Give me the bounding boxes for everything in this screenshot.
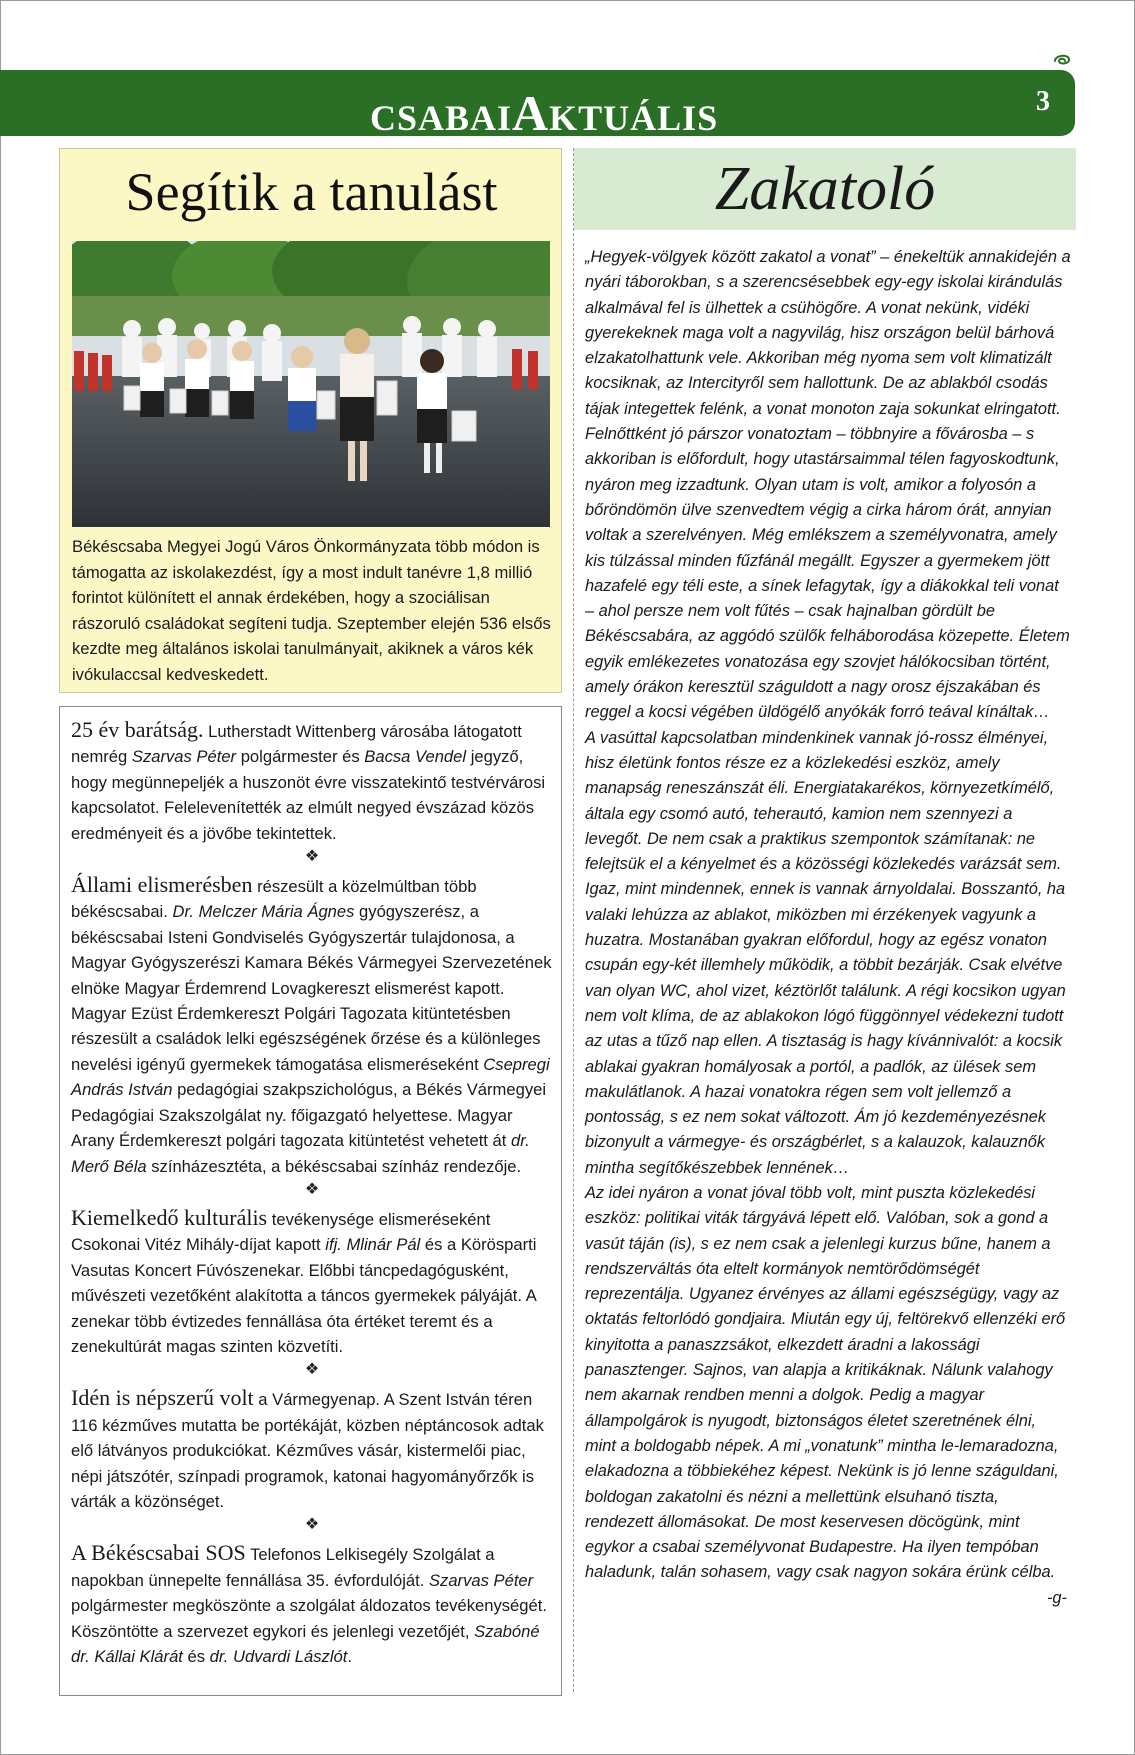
news-item-culture: Kiemelkedő kulturális tevékenysége elismeréseként Csokonai Vitéz Mihály-díjat kapott ifj. Mlinár Pál és a Körösparti Vasutas Koncert Fúvószenekar. Előbbi táncpedagógusként, művészeti vezetőként alakította a táncos gyermekek pályáját. A zenekar több évtizedes fennállása óta értéket teremt és a zenekultúrát magas szinten közvetíti. <box>71 1204 537 1356</box>
column-title: Zakatoló <box>714 155 936 223</box>
page-number: 3 <box>1036 86 1050 117</box>
masthead-part1: CSABAI <box>370 98 513 138</box>
news-lead: Idén is népszerű volt <box>71 1385 254 1411</box>
swirl-icon <box>1052 52 1072 68</box>
column-body <box>585 245 1071 1611</box>
feature-title: Segítik a tanulást <box>125 162 498 222</box>
news-item-sos: A Békéscsabai SOS Telefonos Lelkisegély Szolgálat a napokban ünnepelte fennállása 35. évfordulóját. Szarvas Péter polgármester megköszönte a szolgálat áldozatos tevékenységét. Köszöntötte a szervezet egykori és jelenlegi vezetőjét, Szabóné dr. Kállai Klárát és dr. Udvardi Lászlót. <box>71 1540 547 1666</box>
masthead-part2: A <box>512 85 550 141</box>
column-title-box <box>574 148 1076 230</box>
masthead-part3: KTUÁLIS <box>549 98 719 138</box>
news-item-friendship: 25 év barátság. Lutherstadt Wittenberg városába látogatott nemrég Szarvas Péter polgármester és Bacsa Vendel jegyző, hogy megünnepeljék a huszonöt évre visszatekintő testvérvárosi kapcsolatot. Felelevenítették az elmúlt negyed évszázad közös eredményeit és a jövőbe tekintettek. <box>71 717 546 843</box>
column-divider <box>573 148 574 1692</box>
feature-box <box>59 148 562 693</box>
separator-ornament: ❖ <box>304 848 320 866</box>
separator-ornament: ❖ <box>304 1361 320 1379</box>
news-lead: A Békéscsabai SOS <box>71 1540 246 1566</box>
column-paragraph: „Hegyek-völgyek között zakatol a vonat” – énekeltük annakidején a nyári táborokban, s a szerencsésebbek egy-egy iskolai kirándulás alkalmával fel is ülhettek a csühögőre. A vonat nekünk, vidéki gyerekeknek maga volt a nagyvilág, hisz országon belül bárhová elzakatolhattunk vele. Akkoriban még nyoma sem volt klimatizált kocsiknak, az Intercityről sem hallottunk. De az ablakból csodás tájak integettek felénk, a vonat monoton zaja sokunkat elringatott. Felnőttként jó párszor vonatoztam – többnyire a fővárosba – s akkoriban is előfordult, hogy utastársaimmal télen fagyoskodtunk, nyáron meg izzadtunk. Olyan utam is volt, amikor a folyosón a bőröndömön ülve szenvedtem végig a cirka három órát, annyian voltak a szerelvényen. Még emlékszem a személyvonatra, amely kis túlzással minden fűzfánál megállt. Egyszer a gyermekem jött hazafelé egy téli este, a sínek lefagytak, így a diákokkal teli vonat – ahol persze nem volt fűtés – csak hajnalban gördült be Békéscsabára, az aggódó szülők felháborodása közepette. Életem egyik emlékezetes vonatozása egy szovjet hálókocsiban történt, amely órákon keresztül száguldott a nagy orosz éjszakában és reggel a kocsi végében üldögélő anyókák forró teával kínáltak… <box>585 248 1071 722</box>
feature-caption: Békéscsaba Megyei Jogú Város Önkormányzata több módon is támogatta az iskolakezdést, így a most indult tanévre 1,8 millió forintot különített el annak érdekében, hogy a szociálisan rászoruló családokat segíteni tudja. Szeptember elején 536 elsős kezdte meg általános iskolai tanulmányait, akiknek a város kék ivókulaccsal kedveskedett. <box>72 537 551 684</box>
column-signature: -g- <box>1046 1588 1067 1607</box>
masthead <box>370 84 719 141</box>
news-lead: 25 év barátság. <box>71 717 204 742</box>
column-paragraph: Az idei nyáron a vonat jóval több volt, mint puszta közlekedési eszköz: politikai viták tárgyává lépett elő. Valóban, sok a gond a vasút táján (is), s ez nem csak a jelenlegi kurzus bűne, hanem a rendszerváltás óta eltelt kormányok nemtörődömségét reprezentálja. Ugyanez érvényes az állami egészségügy, vagy az oktatás feltorlódó gondjaira. Miután egy új, feltörekvő ellenzéki erő kinyitotta a panaszzsákot, elkezdett áradni a lakossági panasztenger. Sajnos, van alapja a kritikáknak. Nálunk valahogy nem akarnak rendben menni a dolgok. Pedig a magyar állampolgárok is nyugodt, biztonságos életet szeretnének élni, mint a boldogabb népek. A mi „vonatunk” mintha le-lemaradozna, elakadozna a többiekéhez képest. Nekünk is jó lenne száguldani, boldogan zakatolni és nézni a mellettünk elsuhanó tiszta, rendezett állomásokat. De most keservesen döcögünk, mint egykor a csabai személyvonat Budapestre. Ha ilyen tempóban haladunk, talán sohasem, vagy csak nagyon sokára érünk célba. -g- <box>585 1181 1071 1586</box>
news-item-state-awards: Állami elismerésben részesült a közelmúltban több békéscsabai. Dr. Melczer Mária Ágnes gyógyszerész, a békéscsabai Isteni Gondviselés Gyógyszertár tulajdonosa, a Magyar Gyógyszerészi Kamara Békés Vármegyei Szervezetének elnöke Magyar Érdemrend Lovagkereszt elismerést kapott. Magyar Ezüst Érdemkereszt Polgári Tagozata kitüntetésben részesült a családok lelki egészségének őrzése és a különleges nevelési igényű gyermekek támogatása elismeréseként Csepregi András István pedagógiai szakpszichológus, a Békés Vármegyei Pedagógiai Szakszolgálat ny. főigazgató helyettese. Magyar Arany Érdemkereszt polgári tagozata kitüntetést vehetett át dr. Merő Béla színházesztéta, a békéscsabai színház rendezője. <box>71 872 552 1176</box>
news-lead: Kiemelkedő kulturális <box>71 1204 268 1230</box>
news-item-county-day: Idén is népszerű volt a Vármegyenap. A Szent István téren 116 kézműves mutatta be portékáját, közben néptáncosok adtak elő látványos produkciókat. Kézműves vásár, kistermelői piac, népi játszótér, színpadi programok, katonai hagyományőrzők is várták a közönséget. <box>71 1385 544 1511</box>
column-paragraph: A vasúttal kapcsolatban mindenkinek vannak jó-rossz élményei, hisz életünk fontos része ez a közlekedési eszköz, amely manapság reneszánszát éli. Energiatakarékos, környezetkímélő, általa egy csomó autó, teherautó, kamion nem szennyezi a levegőt. De nem csak a praktikus szempontok számítanak: ne felejtsük el a kényelmet és a közösségi közlekedés varázsát sem. Igaz, mint mindennek, ennek is vannak árnyoldalai. Bosszantó, ha valaki lehúzza az ablakot, miközben mi érzékenyek vagyunk a huzatra. Mostanában gyakran előfordul, hogy az egész vonaton csupán egy-két illemhely működik, a többit bezárják. Csak elvétve van olyan WC, ahol vizet, kéztörlőt találunk. A régi kocsikon ugyan nem volt klíma, de az ablakokon lógó függönnyel védekezni tudott az utas a tűző nap ellen. A tisztaság is hagy kívánnivalót: a kocsik ablakai gyakran homályosak a portól, a padlók, az ülések sem makulátlanok. A hazai vonatokra régen sem volt jellemző a pontosság, s ez nem sokat változott. Ám jó kezdeményezésnek bizonyult a vármegye- és országbérlet, s a kalauzok, kalauznők mintha segítőkészebbek lennének… <box>585 728 1066 1177</box>
school-children-photo <box>72 241 550 527</box>
separator-ornament: ❖ <box>304 1516 320 1534</box>
separator-ornament: ❖ <box>304 1180 320 1198</box>
news-lead: Állami elismerésben <box>71 872 253 898</box>
news-box <box>59 706 562 1696</box>
